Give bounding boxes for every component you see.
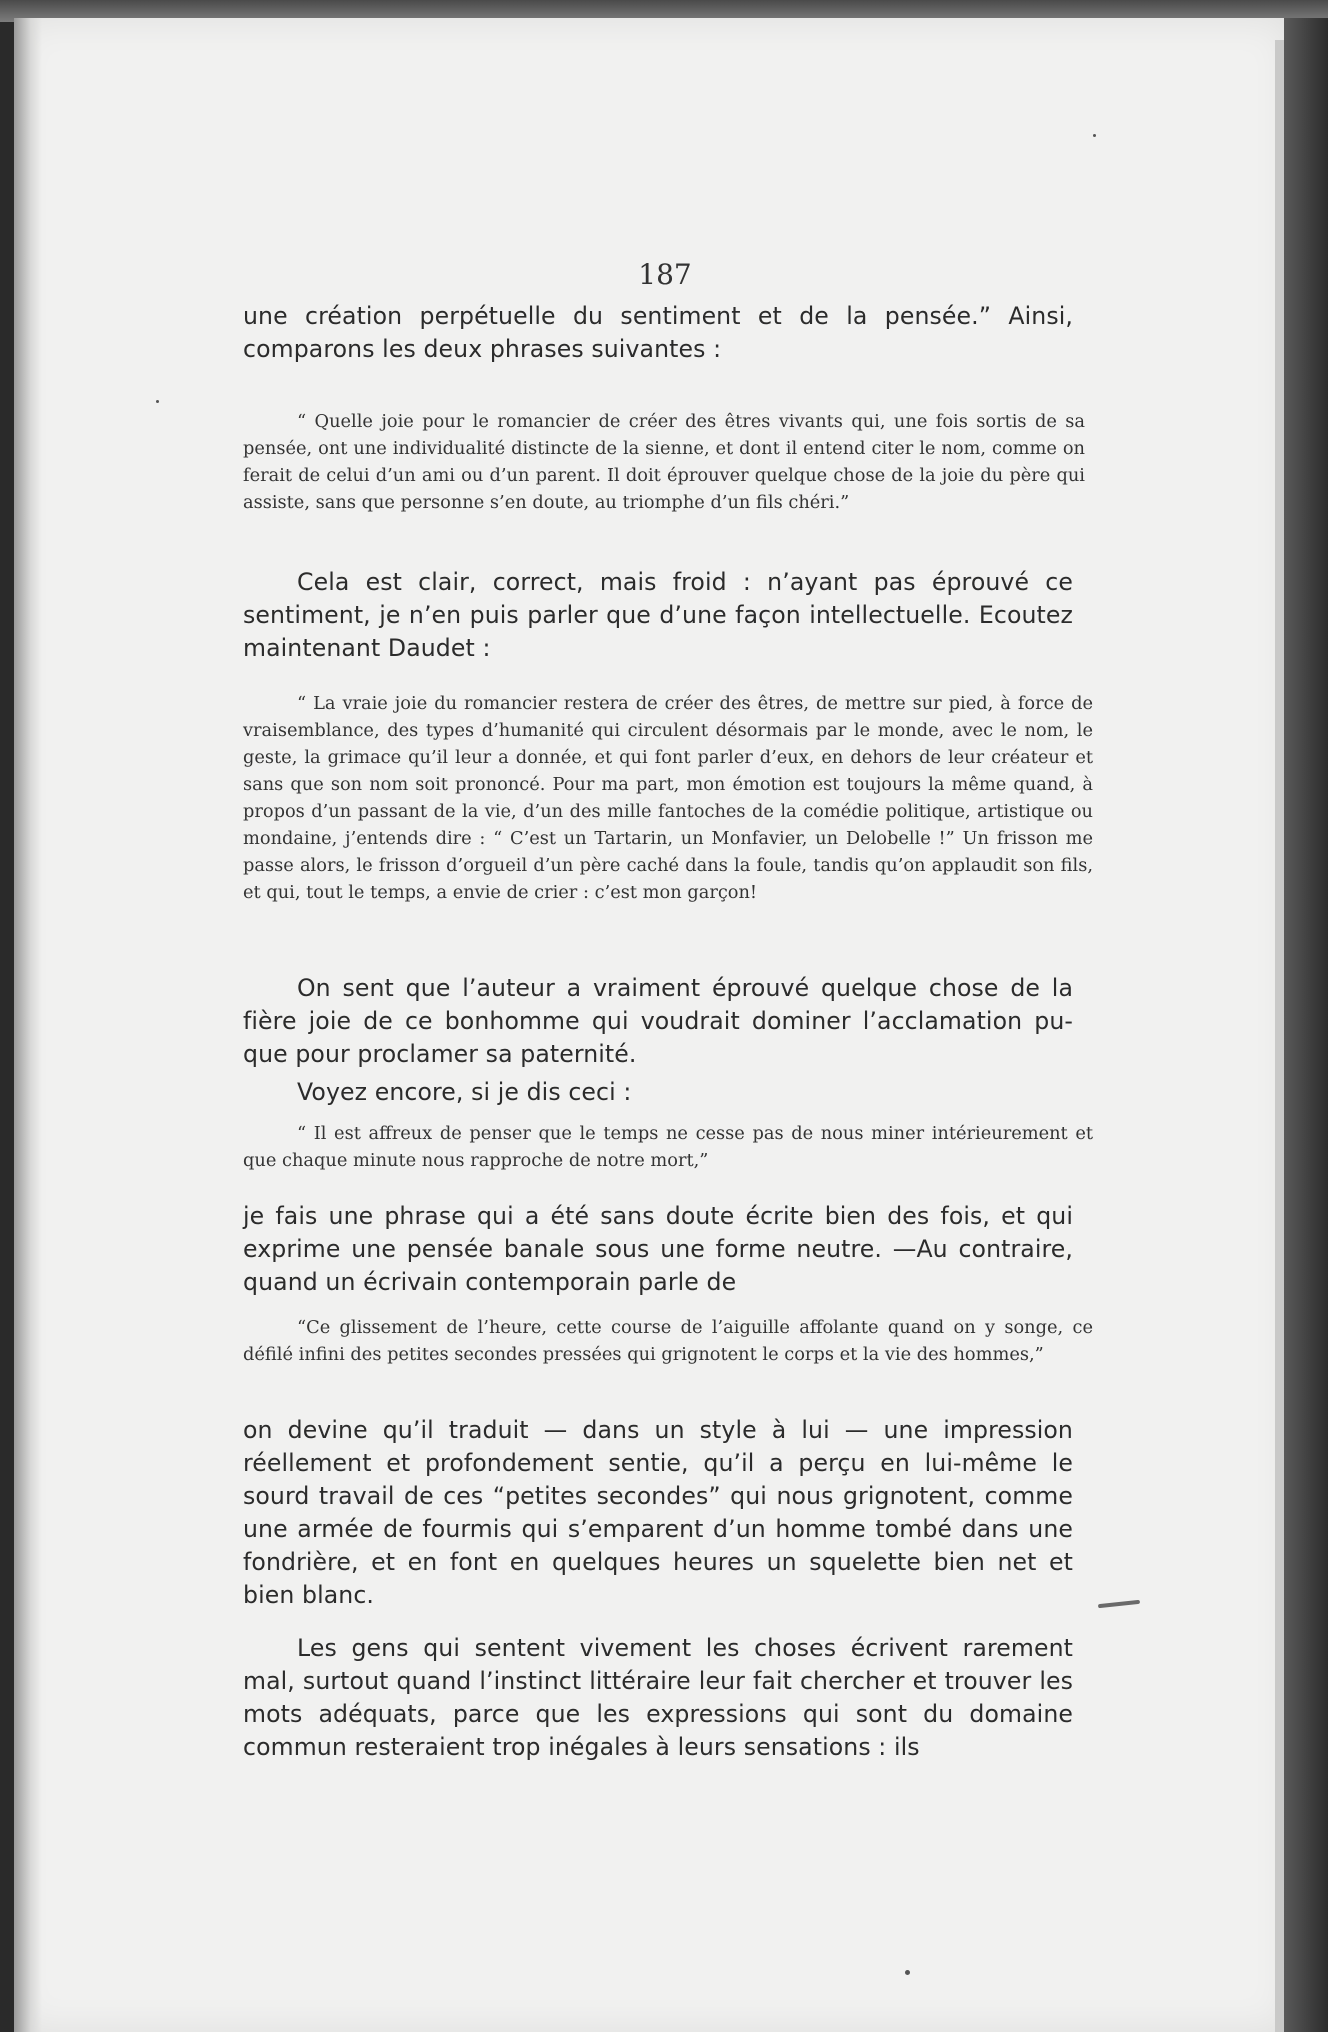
- paragraph-voyez: Voyez encore, si je dis ceci :: [297, 1078, 632, 1106]
- dust-speck: [1093, 134, 1096, 137]
- paragraph-comment: Cela est clair, correct, mais froid : n’ayant pas éprouvé ce sentiment, je n’en puis parler que d’une façon intellectuelle. Ecoutez maintenant Daudet :: [243, 568, 1073, 662]
- quote-temps: “ Il est affreux de penser que le temps ne cesse pas de nous miner intérieurement et que chaque minute nous rapproche de notre mort,”: [243, 1123, 1093, 1171]
- quote-daudet: “ La vraie joie du romancier restera de créer des êtres, de mettre sur pied, à force de vraisemblance, des types d’humanité qui circulent désormais par le monde, avec le nom, le geste, la grimace qu’il leur a donnée, et qui font parler d’eux, en dehors de leur créateur et sans que son nom soit prononcé. Pour ma part, mon émotion est toujours la même quand, à propos d’un passant de la vie, d’un des mille fantoches de la comédie politique, artistique ou mondaine, j’entends dire : “ C’est un Tartarin, un Monfavier, un Delobelle !” Un frisson me passe alors, le frisson d’orgueil d’un père caché dans la foule, tandis qu’on applaudit son fils, et qui, tout le temps, a envie de crier : c’est mon garçon!: [243, 693, 1093, 903]
- book-spine-shadow: [14, 18, 42, 2032]
- dust-speck: [905, 1970, 910, 1975]
- page-right-edge: [1275, 40, 1284, 2032]
- book-cover-edge: [1284, 18, 1328, 2032]
- paragraph-gens: Les gens qui sentent vivement les choses écrivent rarement mal, surtout quand l’instinct littéraire leur fait chercher et trouver les mots adéquats, parce que les expressions qui sont du domaine commun resteraient trop inégales à leurs sensations : ils: [243, 1634, 1073, 1761]
- paragraph-intro: une création perpétuelle du sentiment et de la pensée.” Ainsi, comparons les deux phrases suivantes :: [243, 302, 1073, 363]
- quote-glissement: “Ce glissement de l’heure, cette course de l’aiguille affolante quand on y songe, ce défilé infini des petites secondes pressées qui grignotent le corps et la vie des hommes,”: [243, 1317, 1093, 1365]
- dust-speck: [156, 400, 159, 403]
- paragraph-author-felt: On sent que l’auteur a vraiment éprouvé quelque chose de la fière joie de ce bonhomme qui voudrait dominer l’acclamation pu-que pour proclamer sa paternité.: [243, 974, 1073, 1068]
- paragraph-banal: je fais une phrase qui a été sans doute écrite bien des fois, et qui exprime une pensée banale sous une forme neutre. —Au contraire, quand un écrivain contemporain parle de: [243, 1202, 1073, 1296]
- paragraph-devine: on devine qu’il traduit — dans un style à lui — une impression réellement et profondement sentie, qu’il a perçu en lui-même le sourd travail de ces “petites secondes” qui nous grignotent, comme une armée de fourmis qui s’emparent d’un homme tombé dans une fondrière, et en font en quelques heures un squelette bien net et bien blanc.: [243, 1416, 1073, 1609]
- page-number: 187: [638, 258, 692, 291]
- quote-first: “ Quelle joie pour le romancier de créer des êtres vivants qui, une fois sortis de sa pensée, ont une individualité distincte de la sienne, et dont il entend citer le nom, comme on ferait de celui d’un ami ou d’un parent. Il doit éprouver quelque chose de la joie du père qui assiste, sans que personne s’en doute, au triomphe d’un fils chéri.”: [243, 411, 1085, 513]
